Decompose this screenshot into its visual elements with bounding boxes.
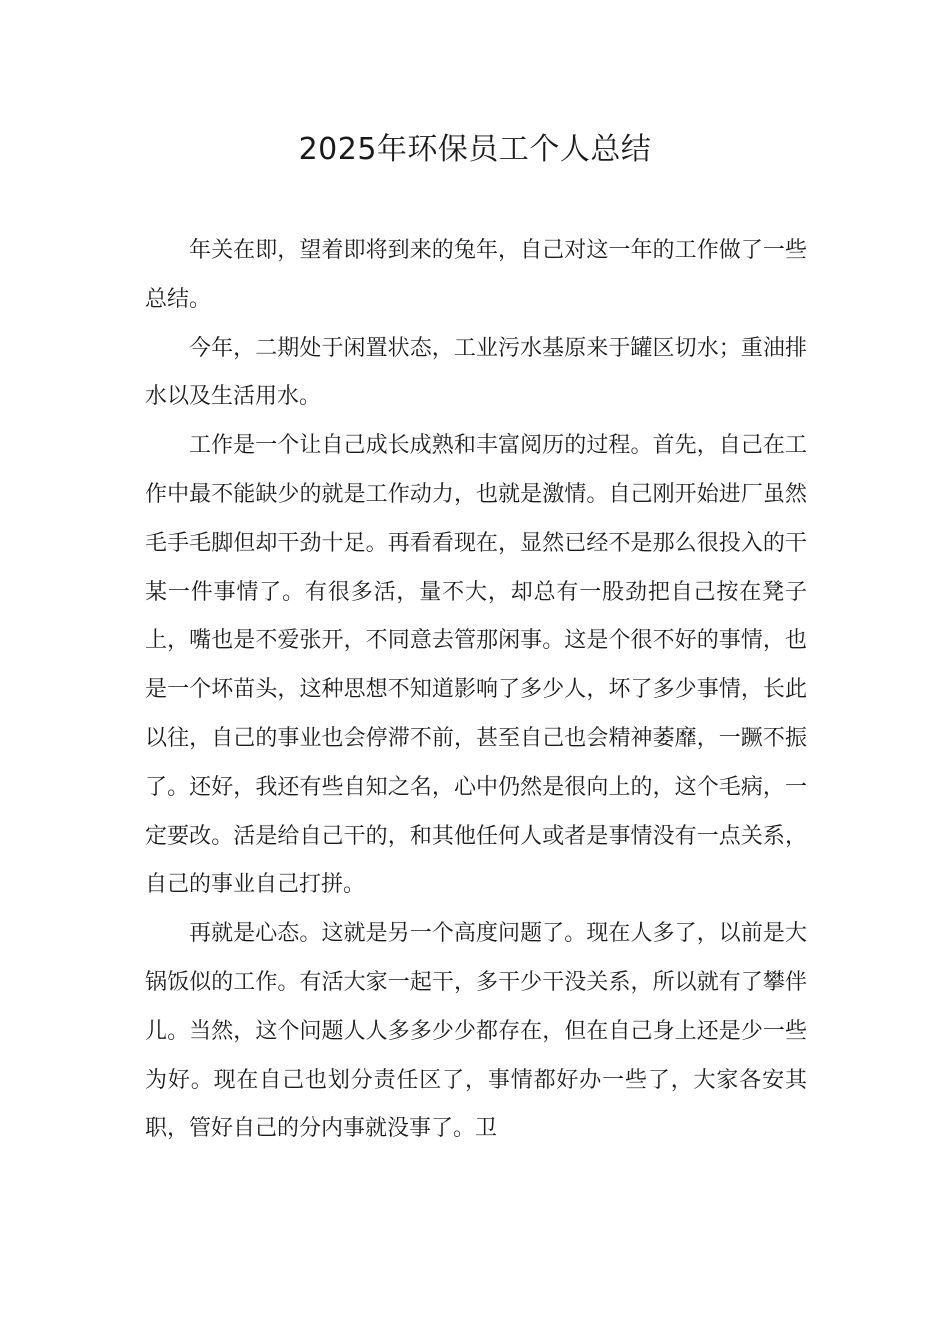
- paragraph-2: 今年，二期处于闲置状态，工业污水基原来于罐区切水；重油排水以及生活用水。: [145, 335, 807, 410]
- document-body: [145, 227, 807, 1154]
- paragraph-1: 年关在即，望着即将到来的兔年，自己对这一年的工作做了一些总结。: [145, 238, 807, 312]
- paragraph-3: 工作是一个让自己成长成熟和丰富阅历的过程。首先，自己在工作中最不能缺少的就是工作动力，也就是激情。自己刚开始进厂虽然毛手毛脚但却干劲十足。再看看现在，显然已经不是那么很投入的干某一件事情了。有很多活，量不大，却总有一股劲把自己按在凳子上，嘴也是不爱张开，不同意去管那闲事。这是个很不好的事情，也是一个坏苗头，这种思想不知道影响了多少人，坏了多少事情，长此以往，自己的事业也会停滞不前，甚至自己也会精神萎靡，一蹶不振了。还好，我还有些自知之名，心中仍然是很向上的，这个毛病，一定要改。活是给自己干的，和其他任何人或者是事情没有一点关系，自己的事业自己打拼。: [145, 433, 807, 898]
- document-title: 2025年环保员工个人总结: [298, 132, 652, 167]
- paragraph-4: 再就是心态。这就是另一个高度问题了。现在人多了，以前是大锅饭似的工作。有活大家一起干，多干少干没关系，所以就有了攀伴儿。当然，这个问题人人多多少少都存在，但在自己身上还是少一些为好。现在自己也划分责任区了，事情都好办一些了，大家各安其职，管好自己的分内事就没事了。卫: [145, 921, 807, 1142]
